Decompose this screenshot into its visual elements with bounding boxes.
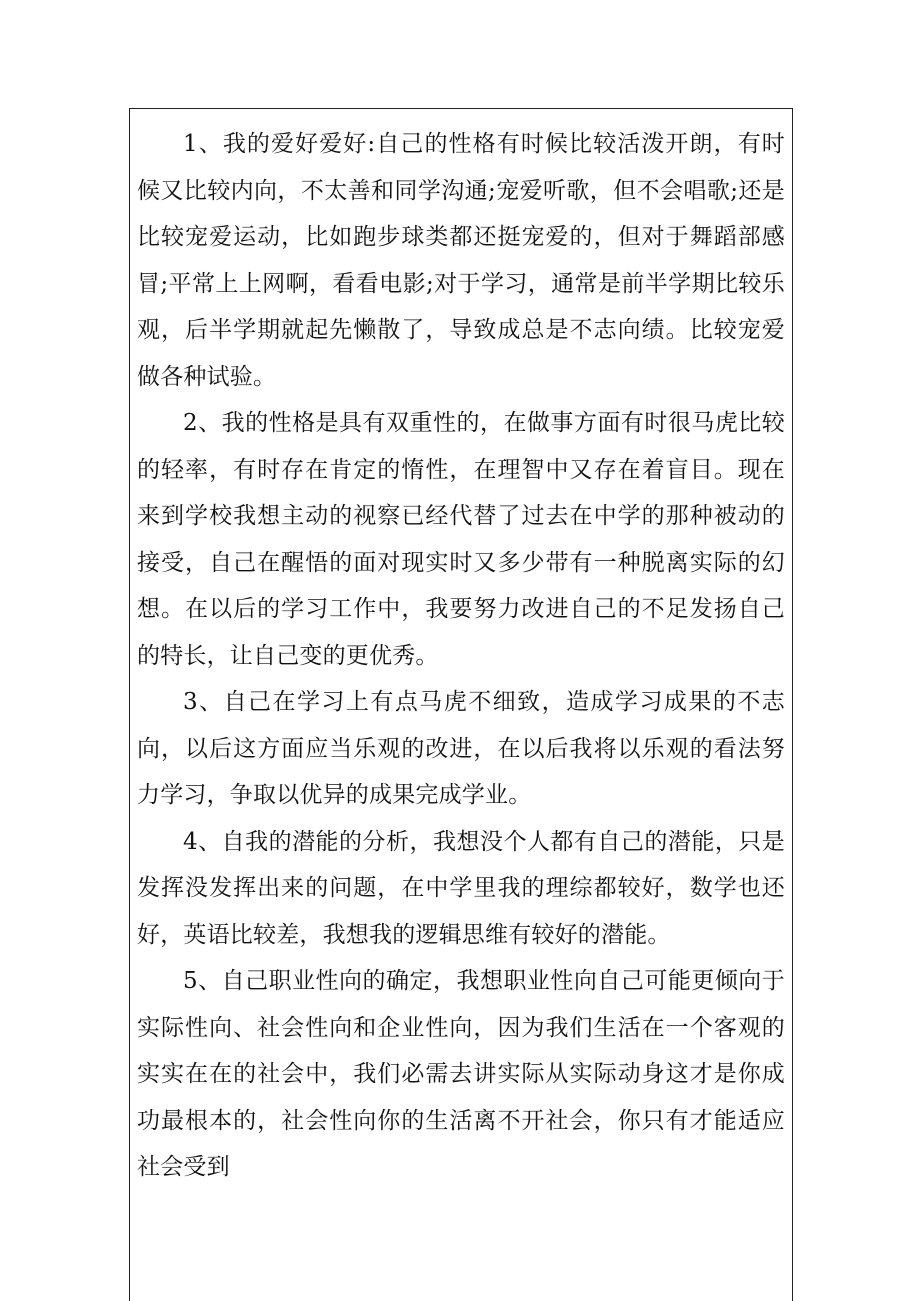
paragraph-4: 4、自我的潜能的分析，我想没个人都有自己的潜能，只是发挥没发挥出来的问题，在中学里我的理综都较好，数学也还好，英语比较差，我想我的逻辑思维有较好的潜能。	[137, 828, 785, 948]
paragraph-1: 1、我的爱好爱好:自己的性格有时候比较活泼开朗，有时候又比较内向，不太善和同学沟通;宠爱听歌，但不会唱歌;还是比较宠爱运动，比如跑步球类都还挺宠爱的，但对于舞蹈部感冒;平常上上网啊，看看电影;对于学习，通常是前半学期比较乐观，后半学期就起先懒散了，导致成总是不志向绩。比较宠爱做各种试验。	[137, 131, 785, 390]
paragraph-2: 2、我的性格是具有双重性的，在做事方面有时很马虎比较的轻率，有时存在肯定的惰性，在理智中又存在着盲目。现在来到学校我想主动的视察已经代替了过去在中学的那种被动的接受，自己在醒悟的面对现实时又多少带有一种脱离实际的幻想。在以后的学习工作中，我要努力改进自己的不足发扬自己的特长，让自己变的更优秀。	[137, 410, 785, 669]
paragraph-5: 5、自己职业性向的确定，我想职业性向自己可能更倾向于实际性向、社会性向和企业性向，因为我们生活在一个客观的实实在在的社会中，我们必需去讲实际从实际动身这才是你成功最根本的，社会性向你的生活离不开社会，你只有才能适应社会受到	[137, 968, 785, 1180]
document-body	[137, 121, 785, 1191]
paragraph-3: 3、自己在学习上有点马虎不细致，造成学习成果的不志向，以后这方面应当乐观的改进，在以后我将以乐观的看法努力学习，争取以优异的成果完成学业。	[137, 689, 785, 808]
